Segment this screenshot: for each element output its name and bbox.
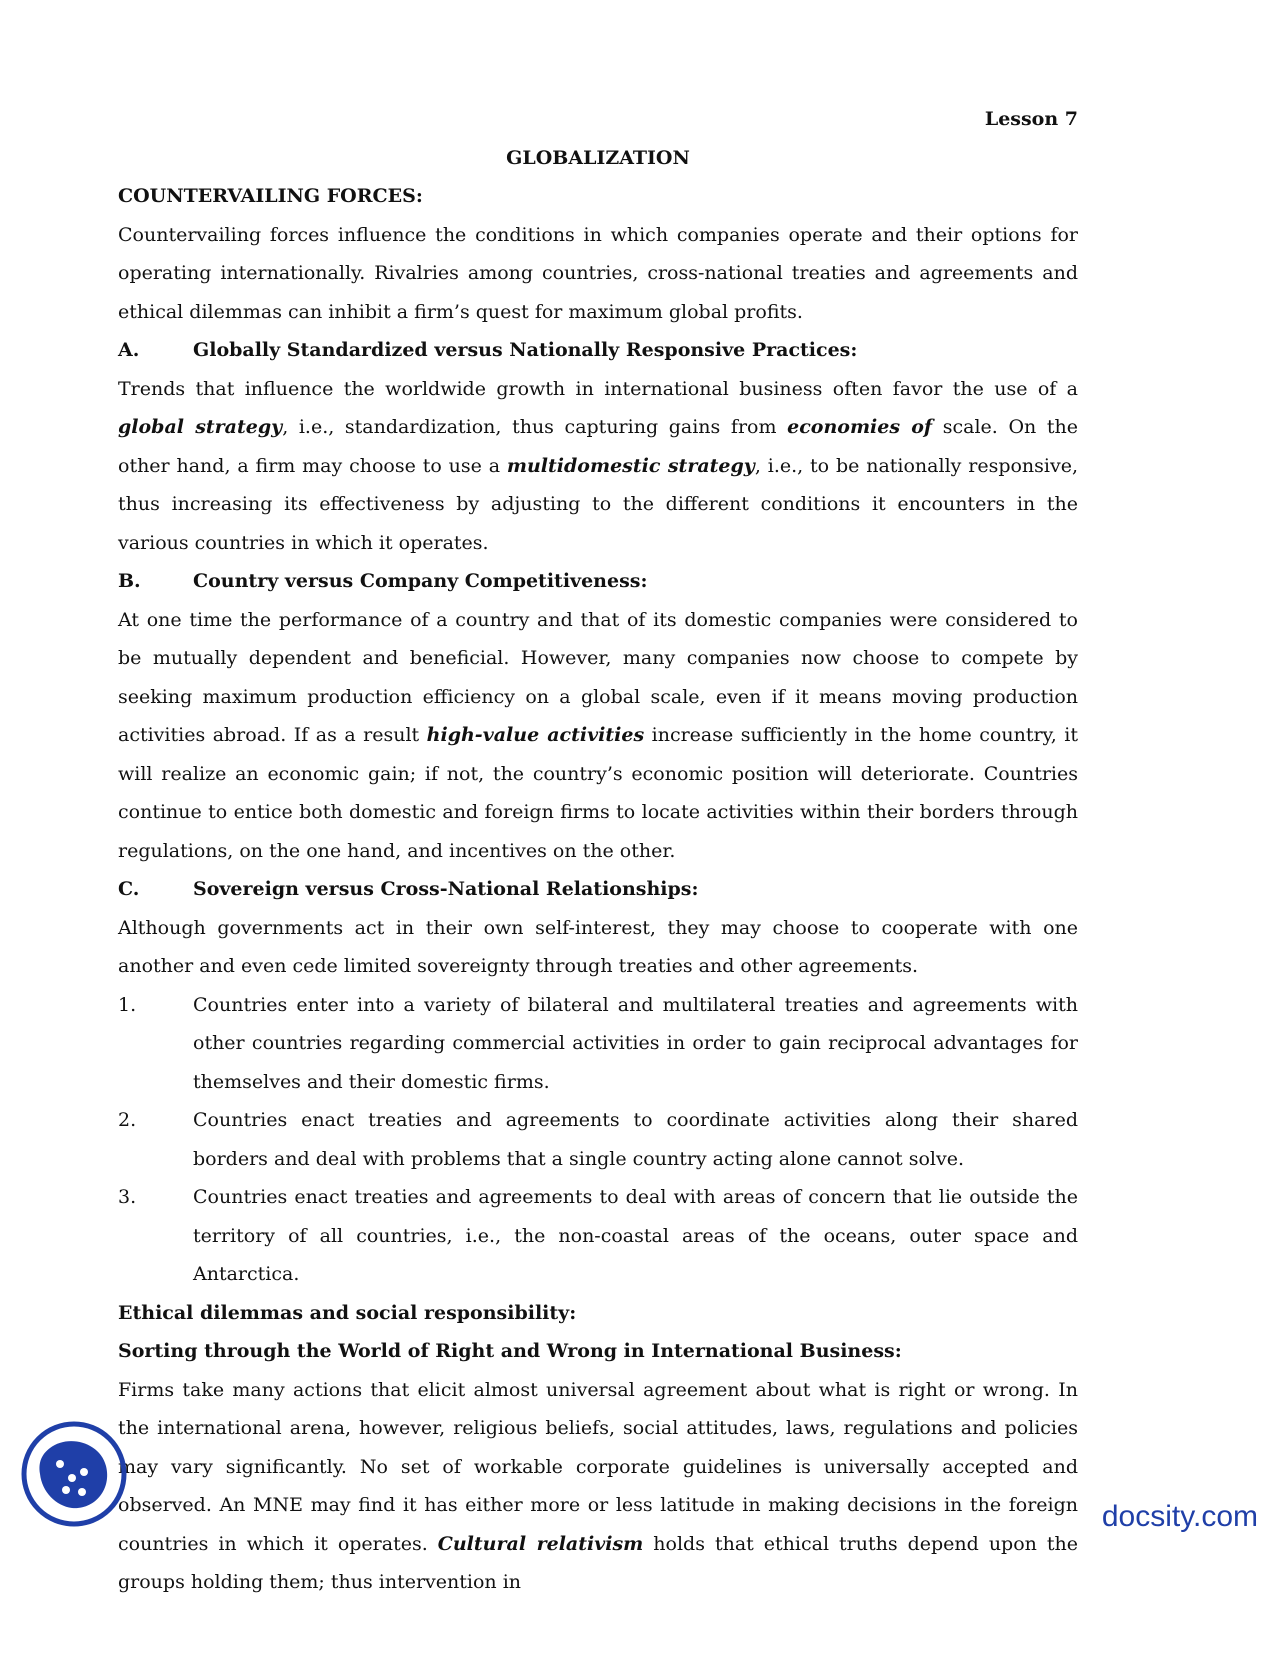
section-a-term-global-strategy: global strategy [118,416,283,438]
section-c-title: Sovereign versus Cross-National Relationships: [193,878,699,900]
section-a-text-3: scale. On the other hand, a firm may choose to use a [118,416,1078,477]
list-item-number: 3. [118,1186,137,1208]
ethics-text-2: holds that ethical truths depend upon the groups holding them; thus intervention in [118,1532,1079,1593]
ethics-paragraph [118,1371,1078,1602]
section-b-term-high-value: high-value activities [426,724,645,746]
section-b-paragraph [118,601,1078,871]
section-a-label: A. [118,339,140,361]
ethics-term-cultural-relativism: Cultural relativism [437,1532,644,1555]
section-c-heading [118,870,1078,909]
section-a-text-4: , i.e., to be nationally responsive, thus increasing its effectiveness by adjusting to the different conditions it encounters in the various countries in which it operates. [118,454,1078,554]
countervailing-heading: COUNTERVAILING FORCES: [118,185,423,207]
ethics-text-1: Firms take many actions that elicit almost universal agreement about what is right or wrong. In the international arena, however, religious beliefs, social attitudes, laws, regulations and policies may vary significantly. No set of workable corporate guidelines is universally accepted and observed. An MNE may find it has either more or less latitude in making decisions in the foreign countries in which it operates. [118,1378,1078,1555]
section-b-label: B. [118,570,141,592]
list-item [118,986,1078,1102]
list-item [118,1101,1078,1178]
list-item-number: 1. [118,993,137,1016]
section-b-title: Country versus Company Competitiveness: [193,570,648,592]
docsity-brand[interactable]: docsity.com [1101,1500,1258,1533]
section-b-heading [118,562,1078,601]
section-a-text-1: Trends that influence the worldwide growth in international business often favor the use of a [118,377,1078,400]
section-c-paragraph: Although governments act in their own self-interest, they may choose to cooperate with one another and even cede limited sovereignty through treaties and other agreements. [118,916,1078,977]
section-a-paragraph [118,370,1078,563]
ethics-subheading: Sorting through the World of Right and Wrong in International Business: [118,1340,902,1362]
section-a-text-2: , i.e., standardization, thus capturing gains from [282,416,788,438]
section-a-title: Globally Standardized versus Nationally Responsive Practices: [193,339,858,361]
list-item-text: Countries enter into a variety of bilateral and multilateral treaties and agreements with other countries regarding commercial activities in order to gain reciprocal advantages for themselves and their domestic firms. [193,993,1078,1093]
section-b-text-1: At one time the performance of a country and that of its domestic companies were considered to be mutually dependent and beneficial. However, many companies now choose to compete by seeking maximum production efficiency on a global scale, even if it means moving production activities abroad. If as a result [118,608,1078,746]
section-a-term-multidomestic: multidomestic strategy [506,454,755,477]
countervailing-paragraph: Countervailing forces influence the conditions in which companies operate and their options for operating internationally. Rivalries among countries, cross-national treaties and agreements and ethical dilemmas can inhibit a firm’s quest for maximum global profits. [118,223,1078,323]
section-a-heading [118,331,1078,370]
list-item-text: Countries enact treaties and agreements to deal with areas of concern that lie outside the territory of all countries, i.e., the non-coastal areas of the oceans, outer space and Antarctica. [193,1186,1078,1285]
docsity-logo-icon[interactable] [20,1420,128,1528]
section-a-term-economies-of: economies of [787,416,933,438]
lesson-number: Lesson 7 [984,108,1078,130]
list-item-number: 2. [118,1109,137,1131]
ethics-heading: Ethical dilemmas and social responsibility: [118,1301,577,1324]
section-c-label: C. [118,878,140,900]
section-b-text-2: increase sufficiently in the home country, it will realize an economic gain; if not, the country’s economic position will deteriorate. Countries continue to entice both domestic and foreign firms to locate activities within their borders through regulations, on the one hand, and incentives on the other. [118,724,1078,862]
list-item [118,1178,1078,1294]
list-item-text: Countries enact treaties and agreements to coordinate activities along their shared borders and deal with problems that a single country acting alone cannot solve. [193,1109,1078,1170]
page-title: GLOBALIZATION [506,146,690,169]
document-page [118,100,1078,1602]
